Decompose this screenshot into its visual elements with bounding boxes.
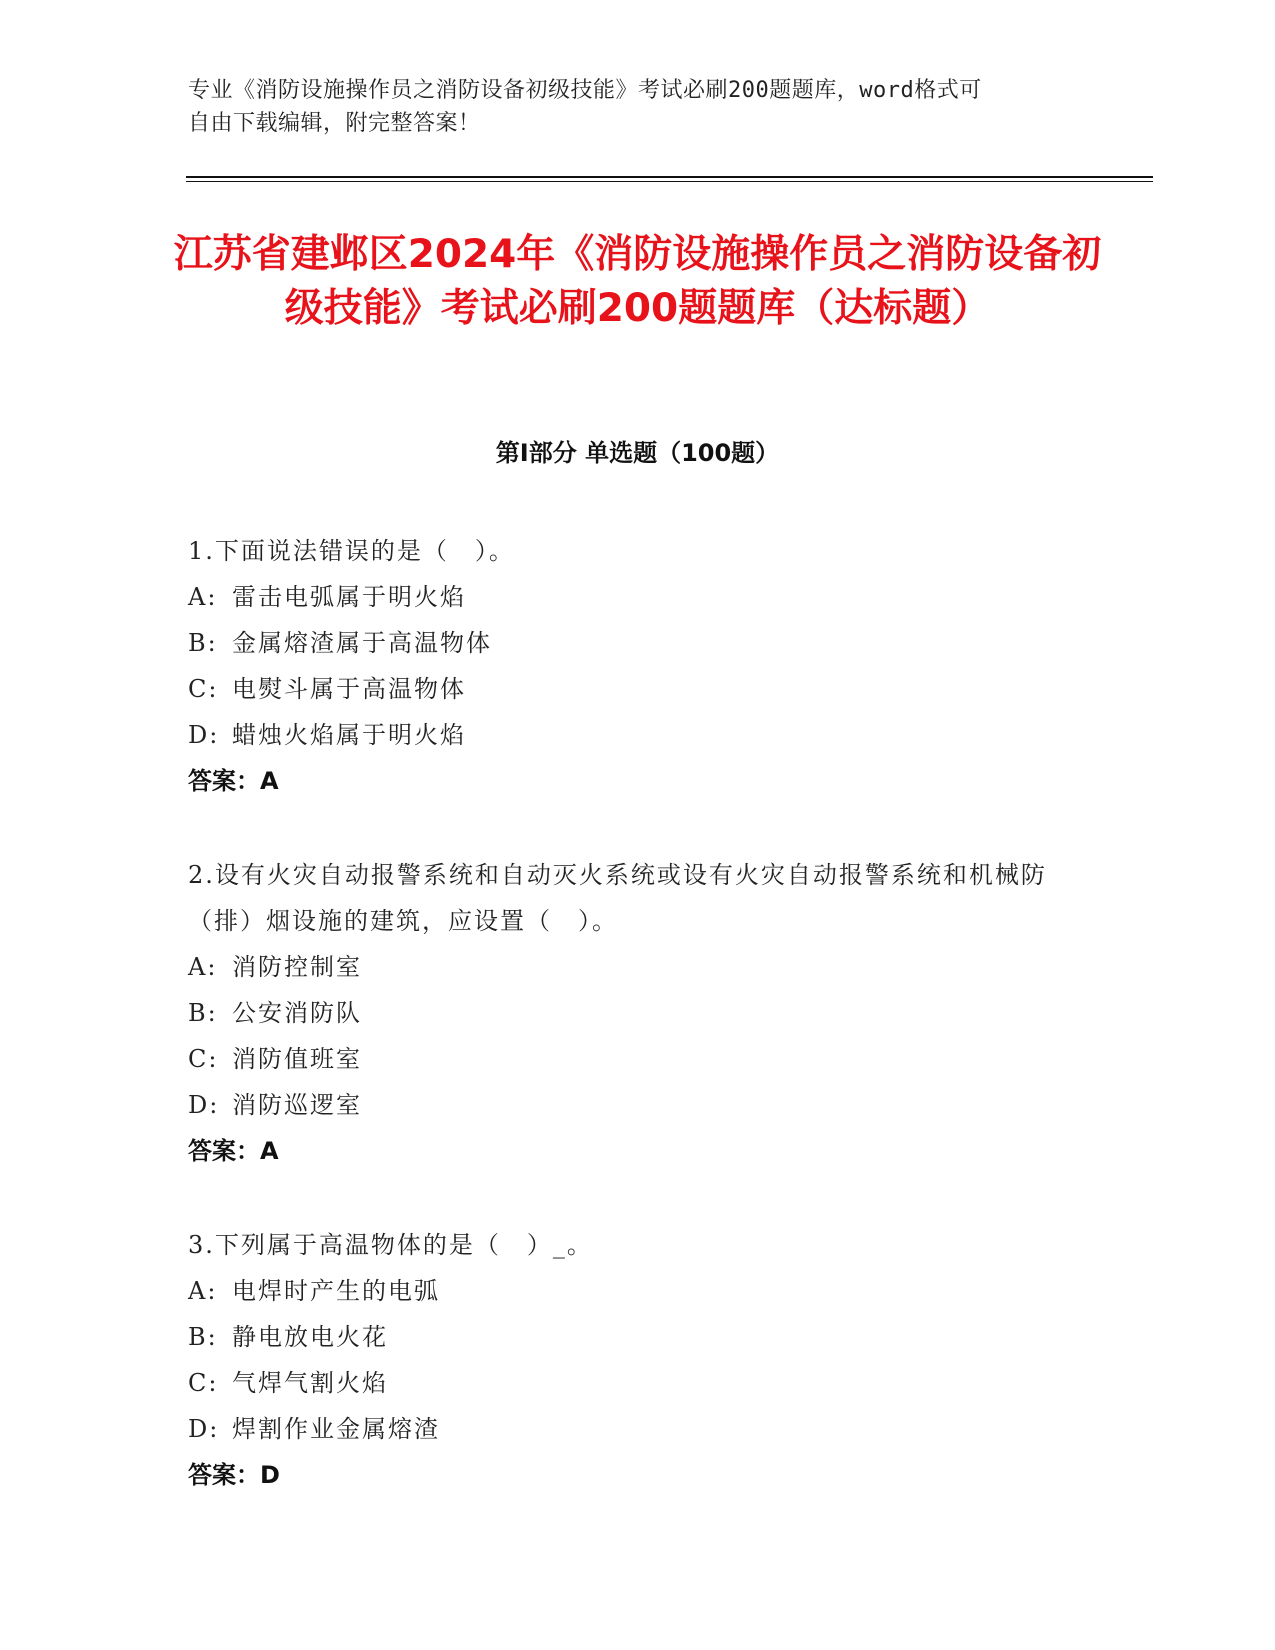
header-note-line-2: 自由下载编辑，附完整答案！ [188, 111, 481, 136]
header-divider-thick [186, 176, 1153, 178]
option-letter: B: [188, 1323, 218, 1351]
header-note-line-1: 专业《消防设施操作员之消防设备初级技能》考试必刷200题题库，word格式可 [188, 78, 982, 103]
question-3 [188, 1222, 1078, 1498]
question-stem: 1.下面说法错误的是（ ）。 [188, 537, 515, 565]
option-letter: B: [188, 629, 218, 657]
option-text: 蜡烛火焰属于明火焰 [232, 721, 466, 749]
answer: 答案：A [188, 1137, 279, 1165]
option-text: 金属熔渣属于高温物体 [232, 629, 492, 657]
document-title: 江苏省建邺区2024年《消防设施操作员之消防设备初级技能》考试必刷200题题库（达标题） [173, 232, 1102, 331]
option-c [188, 1036, 1078, 1082]
option-a [188, 1268, 1078, 1314]
option-b [188, 620, 1078, 666]
question-1 [188, 528, 1078, 804]
option-letter: C: [188, 1045, 219, 1073]
option-text: 消防控制室 [232, 953, 362, 981]
answer: 答案：A [188, 767, 279, 795]
header-note [188, 74, 1068, 140]
option-letter: D: [188, 1415, 220, 1443]
option-letter: C: [188, 1369, 219, 1397]
option-text: 公安消防队 [232, 999, 362, 1027]
option-d [188, 712, 1078, 758]
option-b [188, 1314, 1078, 1360]
option-a [188, 944, 1078, 990]
question-stem: 2.设有火灾自动报警系统和自动灭火系统或设有火灾自动报警系统和机械防（排）烟设施的建筑，应设置（ ）。 [188, 861, 1047, 935]
option-d [188, 1406, 1078, 1452]
option-text: 电焊时产生的电弧 [232, 1277, 440, 1305]
option-text: 电熨斗属于高温物体 [232, 675, 466, 703]
option-text: 焊割作业金属熔渣 [232, 1415, 440, 1443]
option-letter: A: [188, 953, 218, 981]
option-text: 静电放电火花 [232, 1323, 388, 1351]
answer: 答案：D [188, 1461, 280, 1489]
option-letter: A: [188, 1277, 218, 1305]
option-letter: C: [188, 675, 219, 703]
option-letter: D: [188, 1091, 220, 1119]
question-2 [188, 852, 1078, 1174]
option-text: 消防巡逻室 [232, 1091, 362, 1119]
question-list [188, 528, 1078, 1546]
option-c [188, 1360, 1078, 1406]
option-letter: A: [188, 583, 218, 611]
section-title: 第Ⅰ部分 单选题（100题） [495, 439, 780, 467]
option-b [188, 990, 1078, 1036]
option-letter: B: [188, 999, 218, 1027]
option-text: 气焊气割火焰 [232, 1369, 388, 1397]
option-d [188, 1082, 1078, 1128]
question-stem: 3.下列属于高温物体的是（ ）_。 [188, 1231, 593, 1259]
header-divider-thin [186, 181, 1153, 182]
option-c [188, 666, 1078, 712]
option-text: 雷击电弧属于明火焰 [232, 583, 466, 611]
option-text: 消防值班室 [232, 1045, 362, 1073]
option-letter: D: [188, 721, 220, 749]
option-a [188, 574, 1078, 620]
